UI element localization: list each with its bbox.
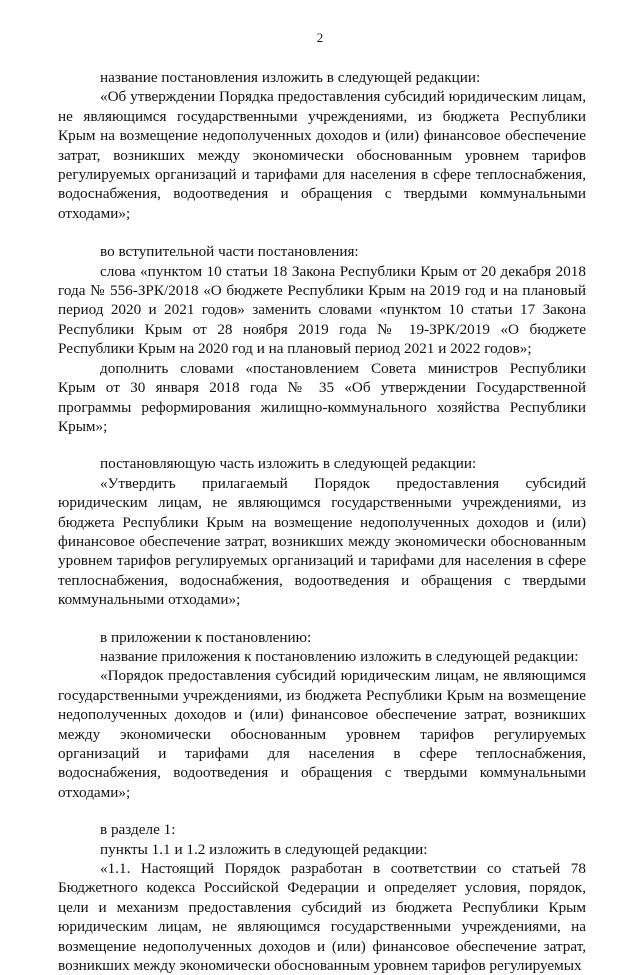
paragraph-appendix-intro: в приложении к постановлению: (100, 628, 312, 646)
paragraph-preamble-supplement: дополнить словами «постановлением Совета министров Республики Крым от 30 января 2018 года № 35 «Об утверждении Государственной программы реформирования жилищно-коммунального хозяйства Республики Крым»; (58, 359, 586, 435)
paragraph-title-intro: название постановления изложить в следующей редакции: (100, 69, 481, 86)
paragraph-spacer (58, 436, 586, 454)
paragraph-preamble-words: слова «пунктом 10 статьи 18 Закона Республики Крым от 20 декабря 2018 года № 556-ЗРК/2018 «О бюджете Республики Крым на 2019 год и на плановый период 2020 и 2021 годов» заменить словами «пунктом 10 статьи 17 Закона Республики Крым от 28 ноября 2019 года № 19-ЗРК/2019 «О бюджете Республики Крым на 2020 год и на плановый период 2021 и 2022 годов»; (58, 262, 586, 358)
paragraph-appendix-title-line: название приложения к постановлению изложить в следующей редакции: (100, 647, 579, 665)
paragraph-spacer (58, 610, 586, 628)
paragraph-operative-quote: «Утвердить прилагаемый Порядок предоставления субсидий юридическим лицам, не являющимся государственными учреждениями, из бюджета Республики Крым на возмещение недополученных доходов и (или) финансовое обеспечение затрат, возникших между экономически обоснованным уровнем тарифов регулируемых организаций и тарифами для населения в сфере теплоснабжения, водоснабжения, водоотведения и обращения с твердыми коммунальными отходами»; (58, 474, 586, 609)
paragraph-section-1: в разделе 1: (100, 821, 176, 839)
document-body (58, 68, 586, 975)
paragraph-preamble-intro: во вступительной части постановления: (100, 243, 359, 261)
paragraph-title-quote: «Об утверждении Порядка предоставления субсидий юридическим лицам, не являющимся государственными учреждениями, из бюджета Республики Крым на возмещение недополученных доходов и (или) финансовое обеспечение затрат, возникших между экономически обоснованным уровнем тарифов регулируемых организаций и тарифами для населения в сфере теплоснабжения, водоснабжения, водоотведения и обращения с твердыми коммунальными отходами»; (58, 88, 586, 222)
page-number: 2 (316, 30, 324, 45)
paragraph-operative-intro: постановляющую часть изложить в следующей редакции: (100, 455, 477, 473)
paragraph-spacer (58, 802, 586, 820)
paragraph-spacer (58, 223, 586, 242)
paragraph-appendix-quote: «Порядок предоставления субсидий юридическим лицам, не являющимся государственными учреждениями, из бюджета Республики Крым на возмещение недополученных доходов и (или) финансовое обеспечение затрат, возникших между экономически обоснованным уровнем тарифов регулируемых организаций и тарифами для населения в сфере теплоснабжения, водоснабжения, водоотведения и обращения с твердыми коммунальными отходами»; (58, 667, 586, 801)
paragraph-point-1-1: «1.1. Настоящий Порядок разработан в соответствии со статьей 78 Бюджетного кодекса Российской Федерации и определяет условия, порядок, цели и механизм предоставления субсидий из бюджета Республики Крым юридическим лицам, не являющимся государственными учреждениями, на возмещение недополученных доходов и (или) финансовое обеспечение затрат, возникших между экономически обоснованным уровнем тарифов регулируемых (58, 860, 586, 975)
paragraph-points: пункты 1.1 и 1.2 изложить в следующей редакции: (100, 840, 428, 858)
